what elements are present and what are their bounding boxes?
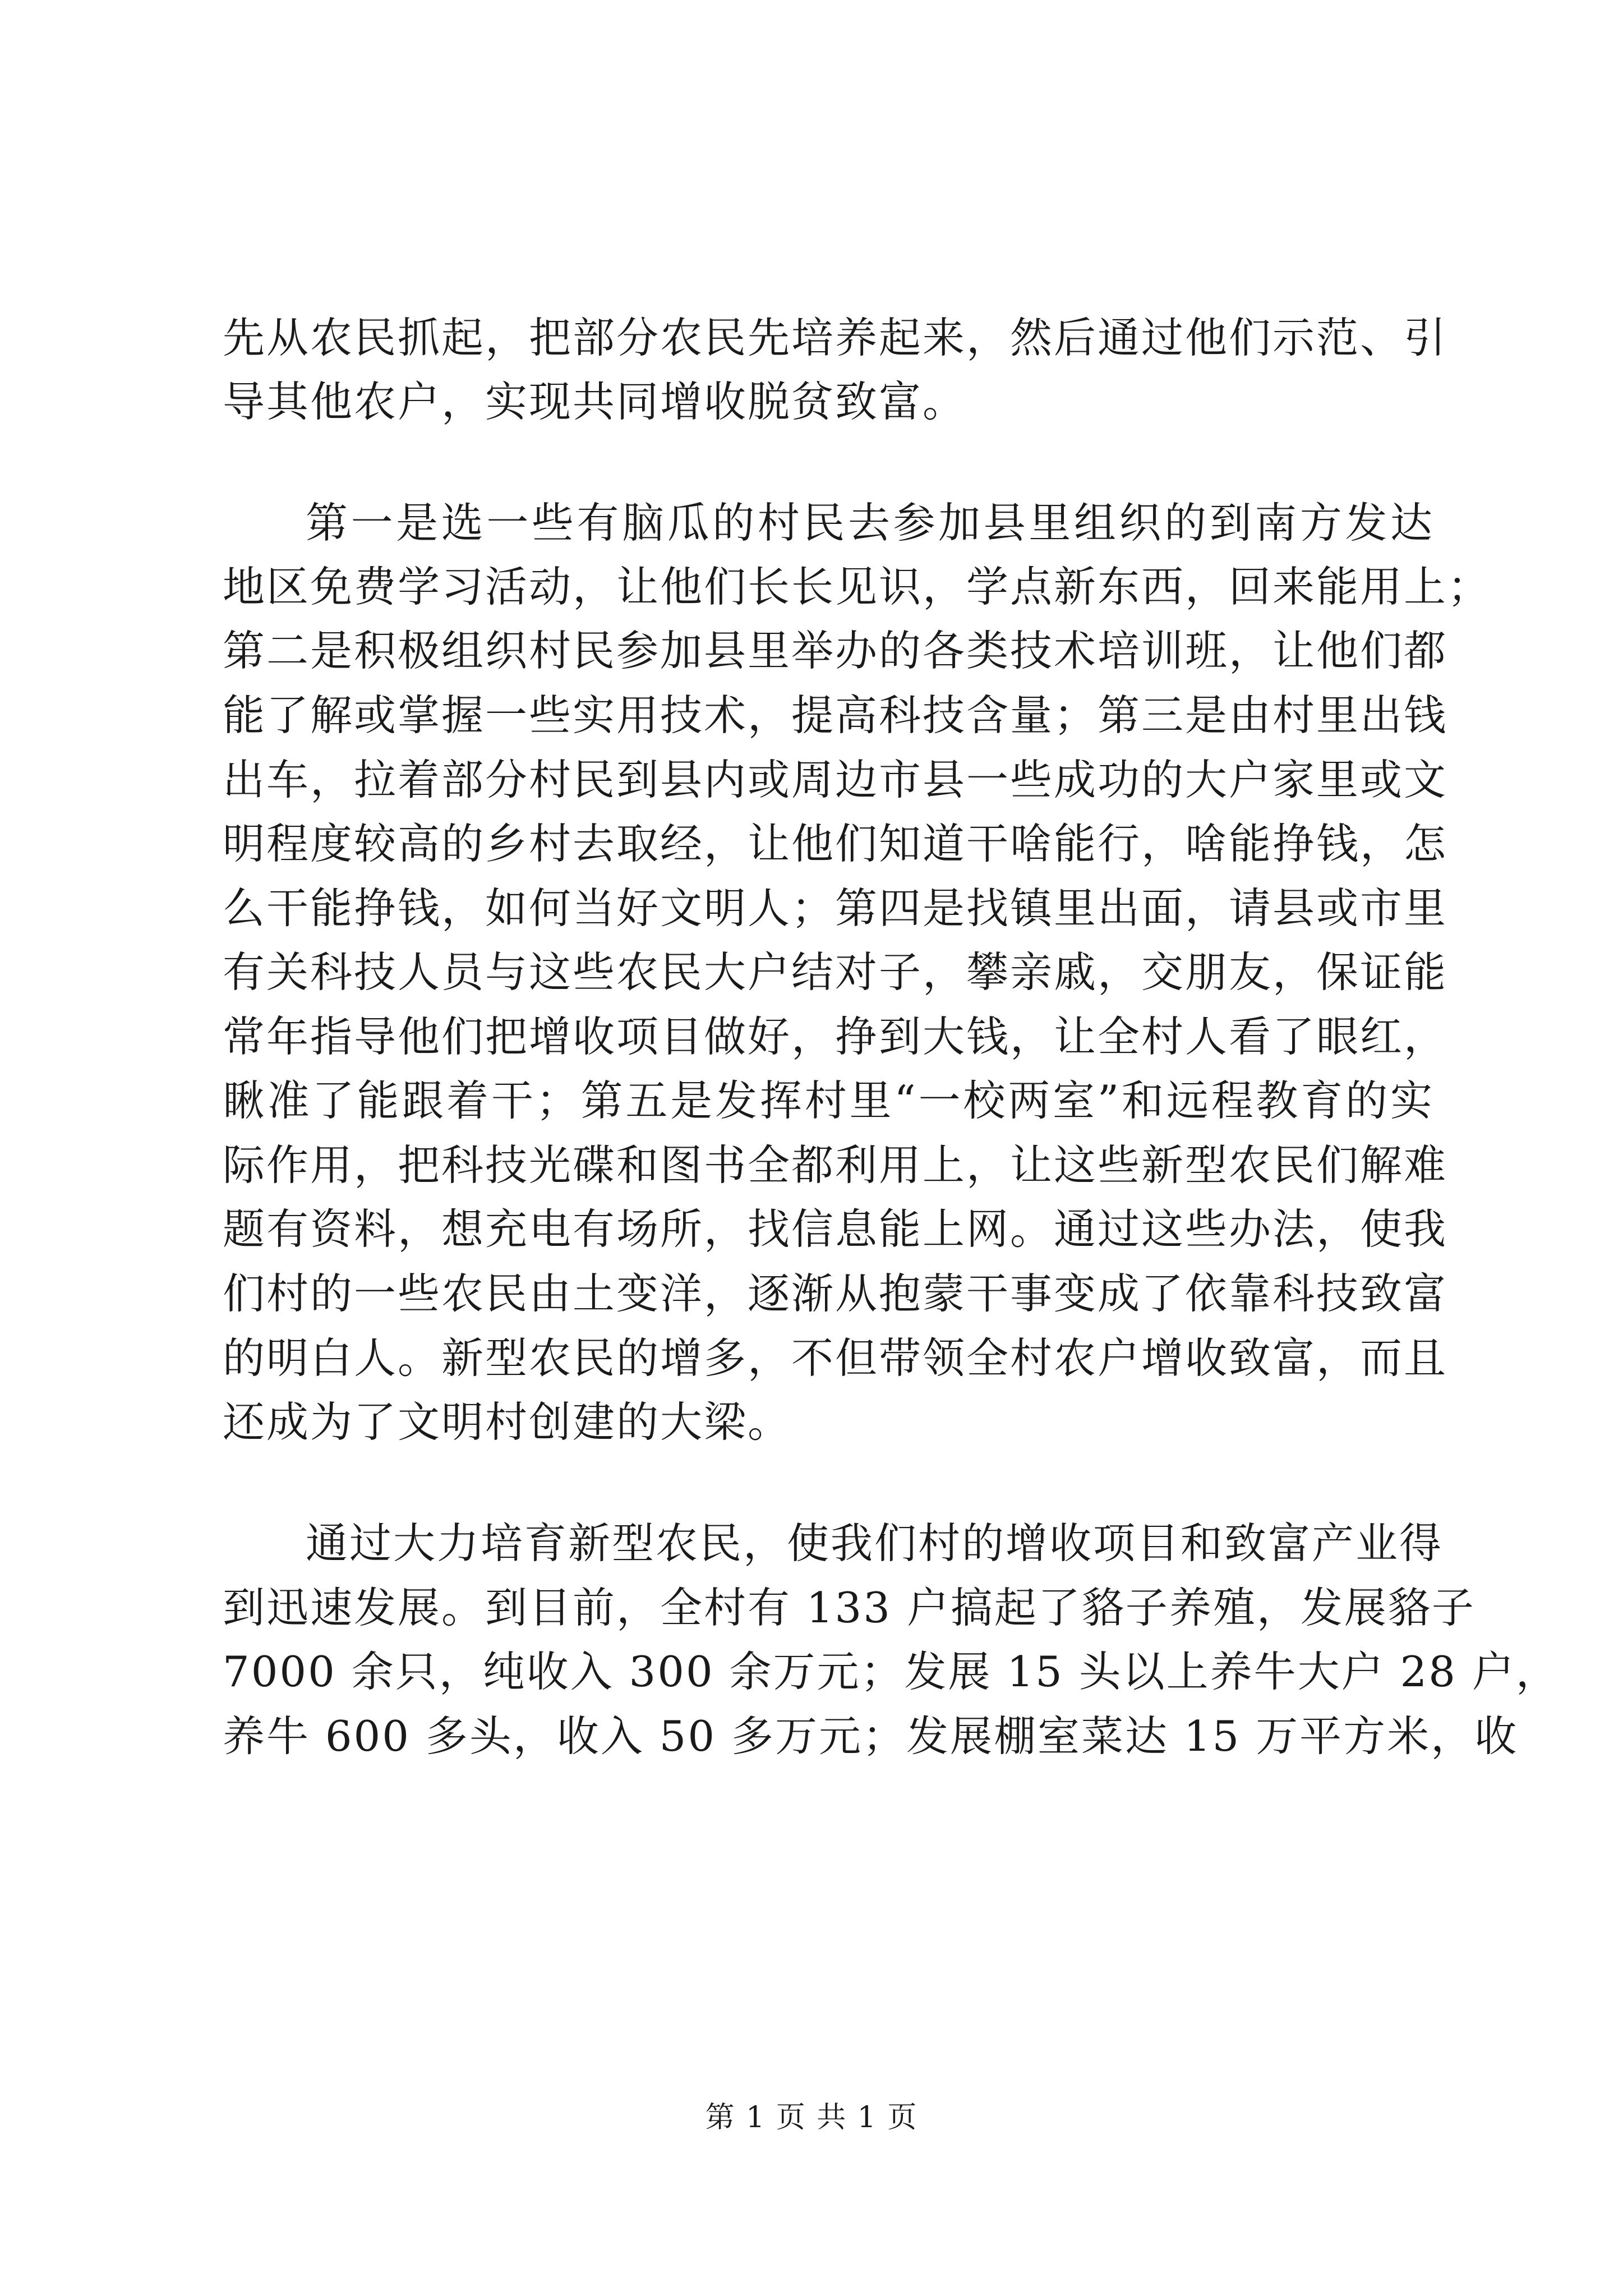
text-line-15: 们村的一些农民由土变洋，逐渐从抱蒙干事变成了依靠科技致富 [223, 1269, 1448, 1318]
text-line-21: 养牛 600 多头，收入 50 多万元；发展棚室菜达 15 万平方米，收 [223, 1711, 1519, 1761]
text-line-17: 还成为了文明村创建的大梁。 [223, 1397, 792, 1447]
text-line-12: 瞅准了能跟着干；第五是发挥村里“一校两室”和远程教育的实 [223, 1076, 1434, 1125]
text-line-7: 出车，拉着部分村民到县内或周边市县一些成功的大户家里或文 [223, 755, 1448, 804]
text-line-5: 第二是积极组织村民参加县里举办的各类技术培训班，让他们都 [223, 626, 1448, 675]
text-line-14: 题有资料，想充电有场所，找信息能上网。通过这些办法，使我 [223, 1204, 1448, 1254]
text-line-20: 7000 余只，纯收入 300 余万元；发展 15 头以上养牛大户 28 户， [223, 1647, 1560, 1696]
text-line-4: 地区免费学习活动，让他们长长见识，学点新东西，回来能用上； [223, 562, 1492, 611]
page-number-footer: 第 1 页 共 1 页 [705, 2101, 918, 2134]
text-line-10: 有关科技人员与这些农民大户结对子，攀亲戚，交朋友，保证能 [223, 947, 1448, 997]
text-line-6: 能了解或掌握一些实用技术，提高科技含量；第三是由村里出钱 [223, 691, 1448, 740]
text-line-9: 么干能挣钱，如何当好文明人；第四是找镇里出面，请县或市里 [223, 884, 1448, 933]
text-line-11: 常年指导他们把增收项目做好，挣到大钱，让全村人看了眼红， [223, 1012, 1448, 1061]
text-line-3: 第一是选一些有脑瓜的村民去参加县里组织的到南方发达 [306, 498, 1434, 547]
text-line-18: 通过大力培育新型农民，使我们村的增收项目和致富产业得 [306, 1519, 1444, 1568]
text-line-13: 际作用，把科技光碟和图书全都利用上，让这些新型农民们解难 [223, 1140, 1448, 1190]
text-line-1: 先从农民抓起，把部分农民先培养起来，然后通过他们示范、引 [223, 313, 1448, 362]
text-line-8: 明程度较高的乡村去取经，让他们知道干啥能行，啥能挣钱，怎 [223, 819, 1448, 868]
text-line-2: 导其他农户，实现共同增收脱贫致富。 [223, 377, 967, 426]
text-line-16: 的明白人。新型农民的增多，不但带领全村农户增收致富，而且 [223, 1333, 1448, 1383]
text-line-19: 到迅速发展。到目前，全村有 133 户搞起了貉子养殖，发展貉子 [223, 1583, 1476, 1632]
